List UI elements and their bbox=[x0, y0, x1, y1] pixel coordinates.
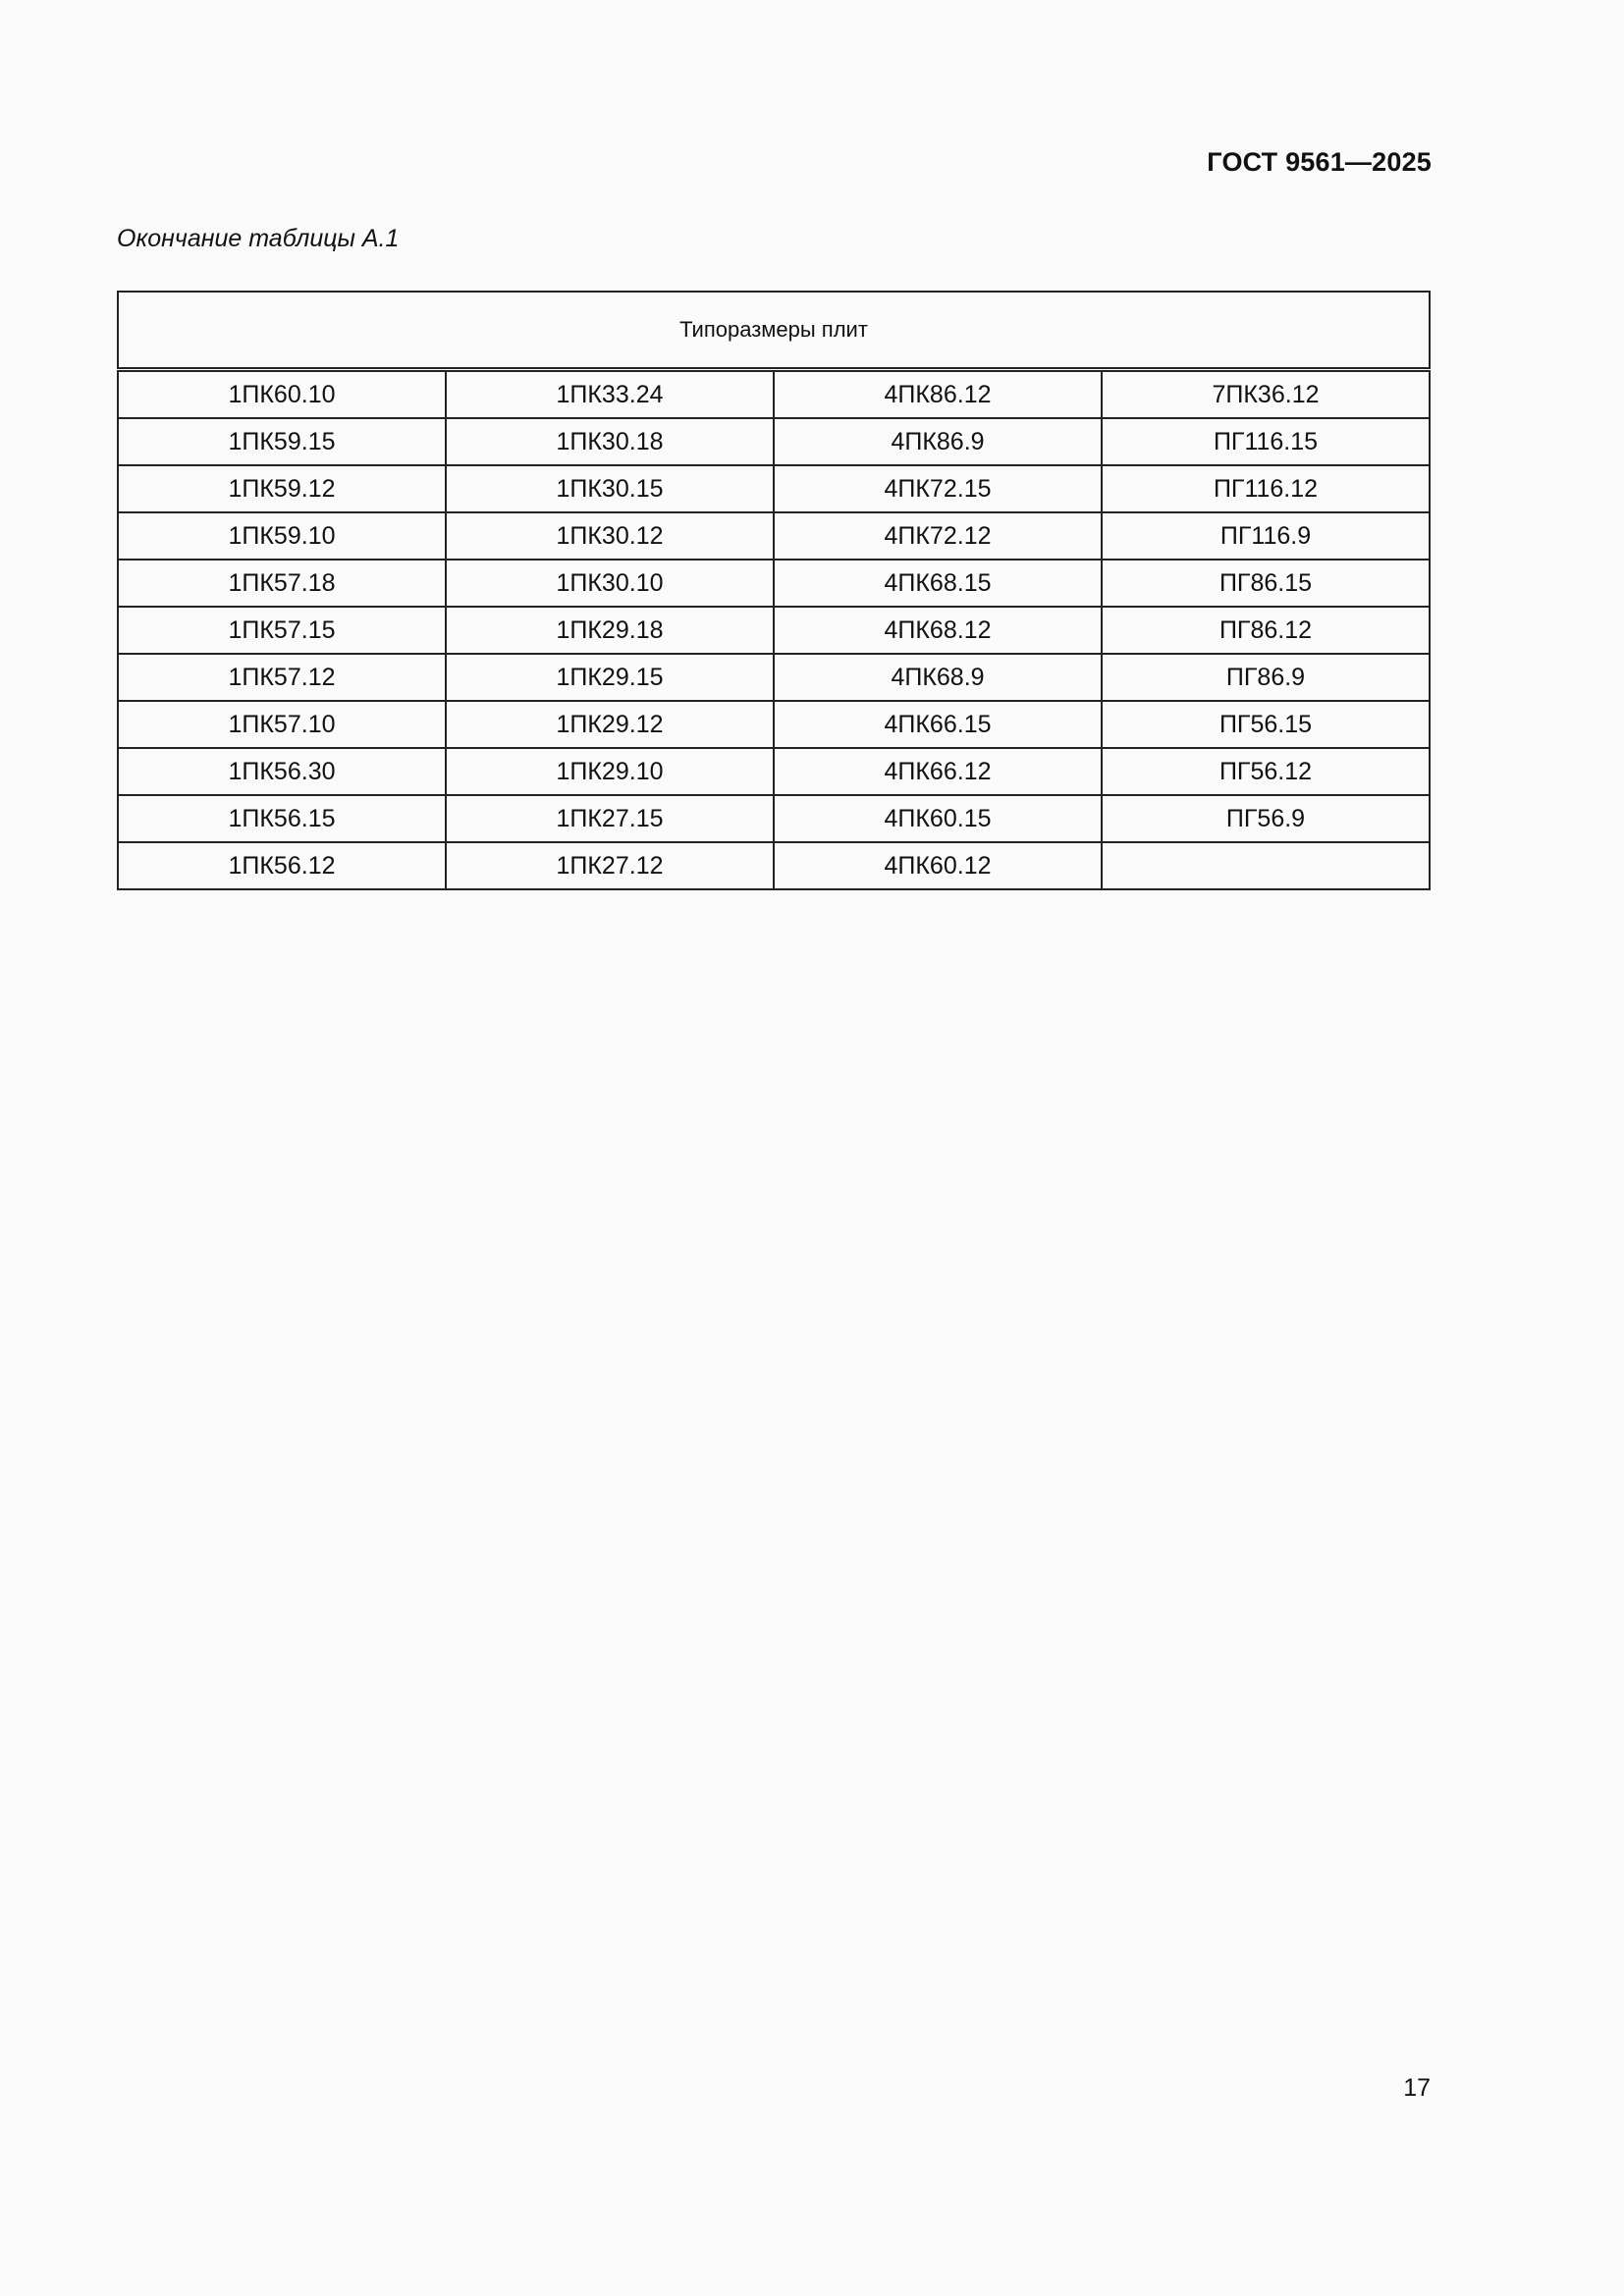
table-cell: 4ПК72.12 bbox=[774, 512, 1102, 560]
table-cell: 1ПК56.30 bbox=[118, 748, 446, 795]
table-cell: 1ПК30.18 bbox=[446, 418, 774, 465]
table-cell: 4ПК68.9 bbox=[774, 654, 1102, 701]
table-cell: 4ПК68.15 bbox=[774, 560, 1102, 607]
table-cell: 1ПК33.24 bbox=[446, 370, 774, 419]
table-row bbox=[118, 842, 1430, 889]
table-cell bbox=[1102, 842, 1430, 889]
table-cell: 1ПК57.12 bbox=[118, 654, 446, 701]
table-cell: ПГ86.9 bbox=[1102, 654, 1430, 701]
table-cell: ПГ116.15 bbox=[1102, 418, 1430, 465]
table-cell: 1ПК59.12 bbox=[118, 465, 446, 512]
table-cell: ПГ86.15 bbox=[1102, 560, 1430, 607]
table-cell: 1ПК29.10 bbox=[446, 748, 774, 795]
table-cell: 1ПК29.15 bbox=[446, 654, 774, 701]
table-cell: 1ПК59.15 bbox=[118, 418, 446, 465]
table-cell: 1ПК59.10 bbox=[118, 512, 446, 560]
table-cell: 1ПК29.18 bbox=[446, 607, 774, 654]
table-cell: 4ПК60.15 bbox=[774, 795, 1102, 842]
table-cell: ПГ116.12 bbox=[1102, 465, 1430, 512]
table-cell: 4ПК66.15 bbox=[774, 701, 1102, 748]
table-cell: 1ПК27.15 bbox=[446, 795, 774, 842]
table-cell: ПГ56.9 bbox=[1102, 795, 1430, 842]
table-cell: 1ПК30.10 bbox=[446, 560, 774, 607]
table-cell: ПГ86.12 bbox=[1102, 607, 1430, 654]
table-cell: 1ПК60.10 bbox=[118, 370, 446, 419]
table-row bbox=[118, 795, 1430, 842]
table-cell: ПГ56.12 bbox=[1102, 748, 1430, 795]
table-cell: 1ПК30.15 bbox=[446, 465, 774, 512]
table-cell: 1ПК57.15 bbox=[118, 607, 446, 654]
table-row bbox=[118, 418, 1430, 465]
table-cell: 1ПК27.12 bbox=[446, 842, 774, 889]
table-row bbox=[118, 654, 1430, 701]
table-row bbox=[118, 607, 1430, 654]
table-row bbox=[118, 701, 1430, 748]
table-header: Типоразмеры плит bbox=[118, 292, 1430, 370]
table-cell: 1ПК56.12 bbox=[118, 842, 446, 889]
table-cell: 4ПК60.12 bbox=[774, 842, 1102, 889]
table-cell: 1ПК56.15 bbox=[118, 795, 446, 842]
table-cell: 7ПК36.12 bbox=[1102, 370, 1430, 419]
page-number: 17 bbox=[1403, 2074, 1431, 2102]
table-row bbox=[118, 560, 1430, 607]
table-row bbox=[118, 512, 1430, 560]
table-cell: 4ПК72.15 bbox=[774, 465, 1102, 512]
table-caption: Окончание таблицы А.1 bbox=[117, 225, 400, 252]
table-row bbox=[118, 465, 1430, 512]
table-cell: 1ПК29.12 bbox=[446, 701, 774, 748]
table-cell: 4ПК86.9 bbox=[774, 418, 1102, 465]
document-standard-id: ГОСТ 9561—2025 bbox=[1207, 147, 1432, 177]
table-cell: ПГ56.15 bbox=[1102, 701, 1430, 748]
table-cell: 4ПК66.12 bbox=[774, 748, 1102, 795]
slab-sizes-table bbox=[117, 291, 1431, 890]
table-row bbox=[118, 748, 1430, 795]
table-row bbox=[118, 370, 1430, 419]
table-cell: 1ПК57.18 bbox=[118, 560, 446, 607]
table-cell: 4ПК68.12 bbox=[774, 607, 1102, 654]
table-cell: ПГ116.9 bbox=[1102, 512, 1430, 560]
table-cell: 4ПК86.12 bbox=[774, 370, 1102, 419]
table-header-row bbox=[118, 292, 1430, 370]
table-cell: 1ПК30.12 bbox=[446, 512, 774, 560]
table-cell: 1ПК57.10 bbox=[118, 701, 446, 748]
table-body bbox=[118, 370, 1430, 890]
